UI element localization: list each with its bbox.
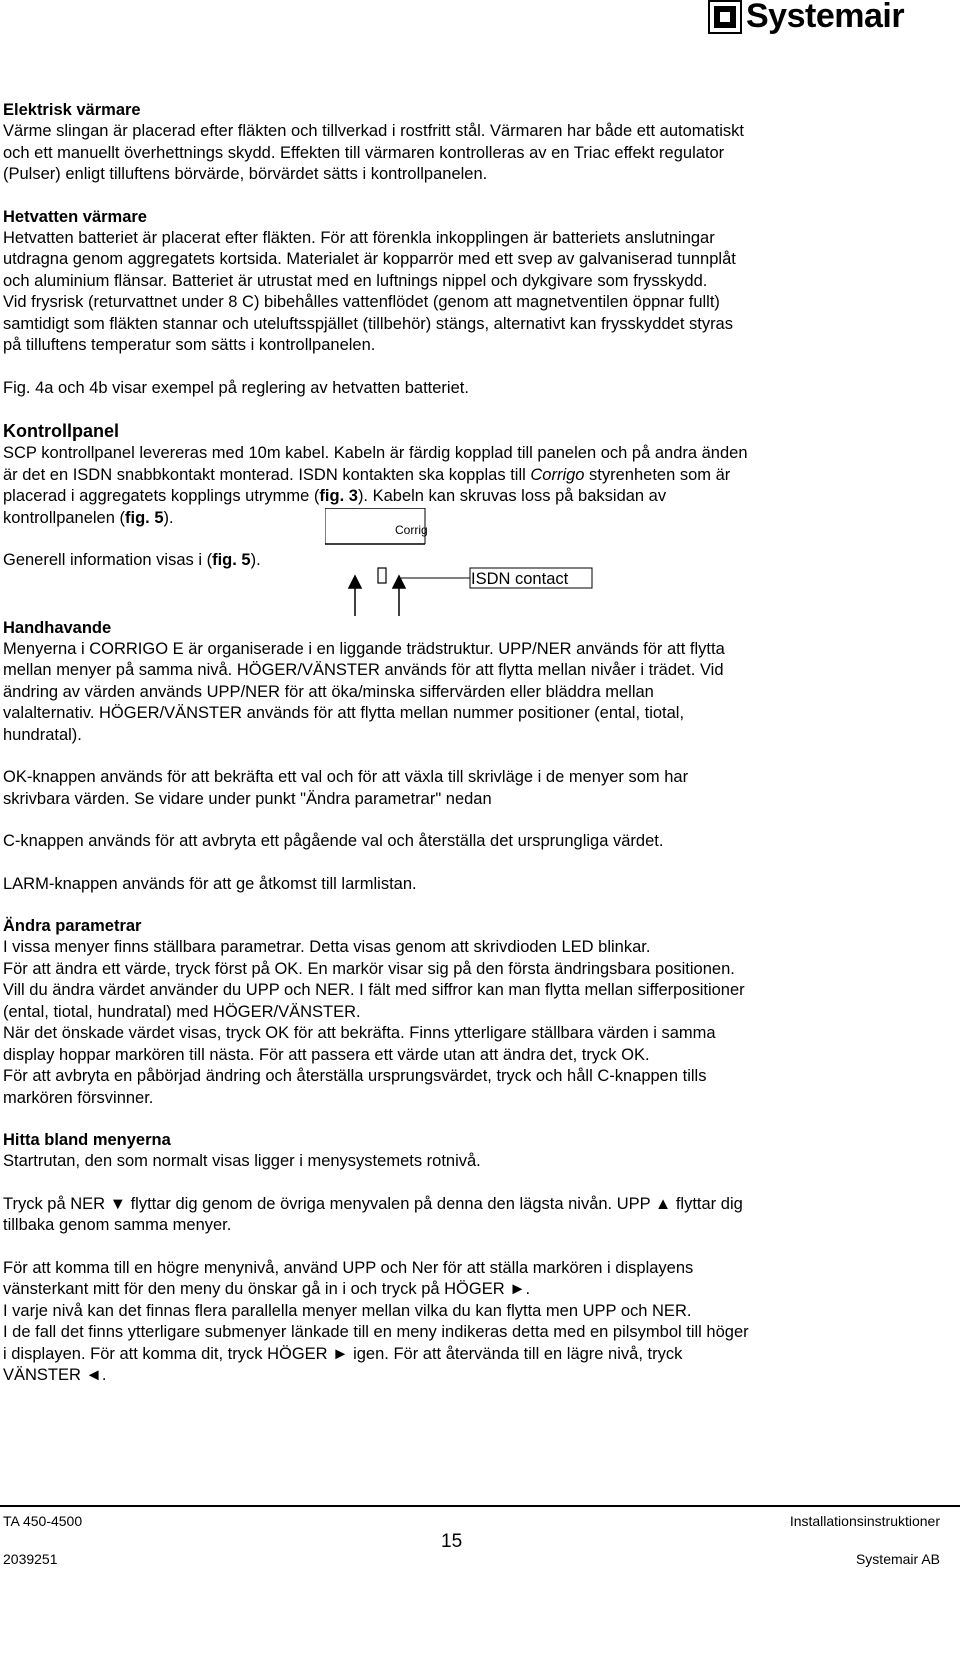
text-line: ändring av värden används UPP/NER för att öka/minska siffervärden eller bläddra mellan — [3, 682, 654, 701]
text-line: Värme slingan är placerad efter fläkten och tillverkad i rostfritt stål. Värmaren har både ett automatiskt — [3, 122, 745, 140]
arrow-up-icon — [349, 576, 361, 616]
text-span: styrenheten som är — [584, 465, 731, 484]
text-line: Startrutan, den som normalt visas ligger i menysystemets rotnivå. — [3, 1152, 481, 1170]
systemair-logo — [708, 0, 960, 42]
text-line: LARM-knappen används för att ge åtkomst till larmlistan. — [3, 874, 417, 893]
text-line: i displayen. För att komma dit, tryck HÖGER ► igen. För att återvända till en lägre nivå, tryck — [3, 1344, 683, 1363]
text-line: SCP kontrollpanel levereras med 10m kabel. Kabeln är färdig kopplad till panelen och på andra änden — [3, 444, 748, 462]
heading-kontrollpanel: Kontrollpanel — [3, 421, 119, 441]
text-span: ). — [250, 551, 261, 569]
text-line: För att avbryta en påbörjad ändring och återställa ursprungsvärdet, tryck och håll C-knappen tills — [3, 1067, 707, 1085]
text-line: (Pulser) enligt tilluftens börvärde, börvärdet sätts i kontrollpanelen. — [3, 165, 488, 183]
text-line: utdragna genom aggregatets kortsida. Materialet är kopparrör med ett svep av galvaniserad tunnplåt — [3, 250, 736, 268]
heading-elektrisk: Elektrisk värmare — [3, 101, 141, 119]
text-line: VÄNSTER ◄. — [3, 1366, 107, 1384]
text-line: vänsterkant mitt för den meny du önskar gå in i och tryck på HÖGER ►. — [3, 1280, 531, 1298]
text-line: valalternativ. HÖGER/VÄNSTER används för att flytta mellan nummer positioner (ental, tiotal, — [3, 704, 685, 722]
heading-hitta: Hitta bland menyerna — [3, 1131, 171, 1149]
text-line — [3, 465, 943, 487]
text-line: I vissa menyer finns ställbara parametrar. Detta visas genom att skrivdioden LED blinkar. — [3, 938, 651, 956]
text-span: Generell information visas i ( — [3, 551, 213, 569]
heading-andra-parametrar: Ändra parametrar — [3, 917, 142, 935]
text-line: (ental, tiotal, hundratal) med HÖGER/VÄNSTER. — [3, 1002, 361, 1021]
text-line: tillbaka genom samma menyer. — [3, 1216, 232, 1234]
corrigo-italic: Corrigo — [530, 465, 585, 484]
isdn-connection-diagram — [325, 508, 625, 618]
logo-wordmark: Systemair — [746, 0, 905, 35]
footer-doc-number: TA 450-4500 — [3, 1513, 83, 1529]
isdn-contact-label: ISDN contact — [471, 569, 569, 588]
fig-ref-bold: fig. 5 — [212, 551, 251, 569]
text-line: OK-knappen används för att bekräfta ett val och för att växla till skrivläge i de menyer som har — [3, 768, 689, 786]
corrigo-label: Corrig — [395, 522, 428, 537]
text-line: I varje nivå kan det finnas flera parallella menyer mellan vilka du kan flytta men UPP och NER. — [3, 1301, 692, 1320]
text-line: C-knappen används för att avbryta ett pågående val och återställa det ursprungliga värdet. — [3, 832, 664, 850]
footer-title: Installationsinstruktioner — [789, 1513, 940, 1529]
text-line: markören försvinner. — [3, 1088, 154, 1107]
fig-reference: Fig. 4a och 4b visar exempel på reglering av hetvatten batteriet. — [3, 378, 469, 397]
text-line: på tilluftens temperatur som sätts i kontrollpanelen. — [3, 336, 376, 354]
text-span: kontrollpanelen ( — [3, 508, 125, 527]
page-number: 15 — [441, 1531, 463, 1552]
text-span: är det en ISDN snabbkontakt monterad. ISDN kontakten ska kopplas till — [3, 465, 531, 484]
text-line: samtidigt som fläkten stannar och uteluftsspjället (tillbehör) stängs, alternativt kan frysskyddet styras — [3, 314, 733, 333]
text-line: För att ändra ett värde, tryck först på OK. En markör visar sig på den första ändringsbara positionen. — [3, 959, 735, 978]
page-content — [3, 100, 943, 1387]
fig-ref-bold: fig. 5 — [125, 508, 164, 527]
footer-code: 2039251 — [3, 1551, 58, 1567]
arrow-up-icon — [393, 576, 405, 616]
text-line: hundratal). — [3, 725, 82, 744]
kontrollpanel-diagram-row — [3, 508, 943, 588]
text-line: När det önskade värdet visas, tryck OK för att bekräfta. Finns ytterligare ställbara värden i samma — [3, 1024, 716, 1042]
text-line: display hoppar markören till nästa. För att passera ett värde utan att ändra det, tryck OK. — [3, 1045, 650, 1064]
connector-shape — [378, 568, 386, 583]
text-line: I de fall det finns ytterligare submenyer länkade till en meny indikeras detta med en pilsymbol till höger — [3, 1323, 749, 1341]
text-line — [3, 486, 943, 508]
text-line: Tryck på NER ▼ flyttar dig genom de övriga menyvalen på denna den lägsta nivån. UPP ▲ flyttar dig — [3, 1194, 743, 1213]
text-line: För att komma till en högre menynivå, använd UPP och Ner för att ställa markören i displayens — [3, 1258, 694, 1277]
text-line: och aluminium flänsar. Batteriet är utrustat med en luftnings nippel och dykgivare som frysskydd. — [3, 271, 708, 290]
systemair-logo-icon — [708, 0, 742, 34]
text-line: Vid frysrisk (returvattnet under 8 C) bibehålles vattenflödet (genom att magnetventilen öppnar fullt) — [3, 293, 720, 311]
text-span: placerad i aggregatets kopplings utrymme ( — [3, 487, 320, 505]
text-line: och ett manuellt överhettnings skydd. Effekten till värmaren kontrolleras av en Triac effekt regulator — [3, 143, 725, 162]
heading-handhavande: Handhavande — [3, 618, 112, 637]
footer-company: Systemair AB — [855, 1551, 940, 1567]
text-line: Hetvatten batteriet är placerat efter fläkten. För att förenkla inkopplingen är batteriets anslutningar — [3, 228, 715, 247]
footer-rule — [0, 1505, 960, 1507]
text-line: skrivbara värden. Se vidare under punkt "Ändra parametrar" nedan — [3, 789, 492, 808]
text-line: mellan menyer på samma nivå. HÖGER/VÄNSTER används för att flytta mellan nivåer i trädet. Vid — [3, 661, 724, 679]
text-span: ). — [163, 508, 174, 527]
text-line: Vill du ändra värdet använder du UPP och NER. I fält med siffror kan man flytta mellan sifferpositioner — [3, 981, 745, 999]
heading-hetvatten: Hetvatten värmare — [3, 207, 147, 226]
text-line: Menyerna i CORRIGO E är organiserade i en liggande trädstruktur. UPP/NER används för att flytta — [3, 639, 725, 658]
fig-ref-bold: fig. 3 — [319, 487, 358, 505]
text-span: ). Kabeln kan skruvas loss på baksidan av — [357, 487, 667, 505]
page-footer — [0, 1505, 960, 1665]
